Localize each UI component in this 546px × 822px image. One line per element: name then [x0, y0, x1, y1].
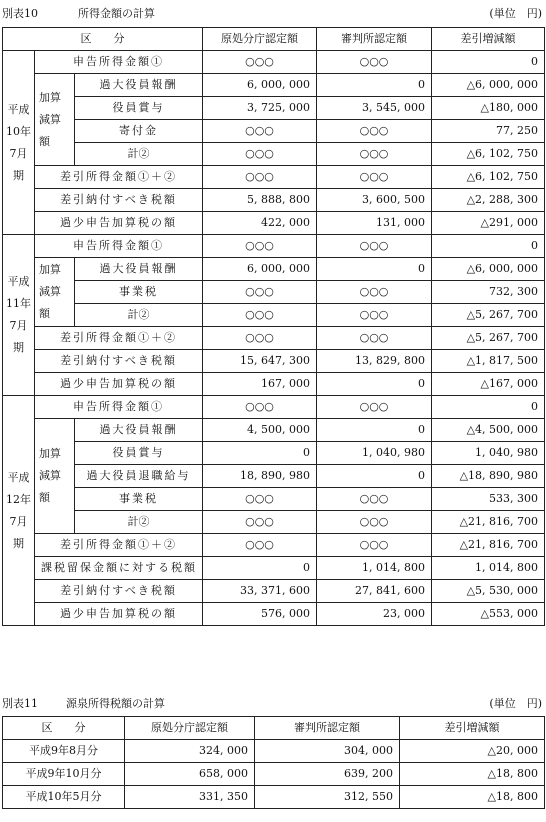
table-header-row [3, 717, 545, 740]
original-amount: ○○○ [203, 235, 317, 258]
difference-amount: △4, 500, 000 [432, 419, 545, 442]
original-amount: ○○○ [203, 488, 317, 511]
original-amount: 6, 000, 000 [203, 258, 317, 281]
difference-amount: △167, 000 [432, 373, 545, 396]
adjustment-group-label: 加算減算額 [35, 419, 75, 534]
tribunal-amount: 3, 600, 500 [317, 189, 432, 212]
tribunal-amount: 312, 550 [255, 786, 400, 809]
table11-unit: (単位 円) [489, 697, 542, 710]
tribunal-amount: ○○○ [317, 51, 432, 74]
table-row [3, 281, 545, 304]
difference-amount: △5, 267, 700 [432, 304, 545, 327]
tribunal-amount: ○○○ [317, 281, 432, 304]
row-label: 過少申告加算税の額 [35, 212, 203, 235]
row-label: 平成10年5月分 [3, 786, 125, 809]
row-label: 計② [75, 304, 203, 327]
table-row [3, 534, 545, 557]
tribunal-amount: 131, 000 [317, 212, 432, 235]
difference-amount: 533, 300 [432, 488, 545, 511]
tribunal-amount: 13, 829, 800 [317, 350, 432, 373]
row-label: 差引納付すべき税額 [35, 350, 203, 373]
table-row [3, 258, 545, 281]
difference-amount: △6, 102, 750 [432, 166, 545, 189]
row-label: 計② [75, 511, 203, 534]
difference-amount: 1, 014, 800 [432, 557, 545, 580]
difference-amount: △21, 816, 700 [432, 511, 545, 534]
row-label: 過大役員退職給与 [75, 465, 203, 488]
row-label: 事業税 [75, 281, 203, 304]
table-header-row [3, 28, 545, 51]
row-label: 過少申告加算税の額 [35, 373, 203, 396]
tribunal-amount: 1, 014, 800 [317, 557, 432, 580]
header-difference: 差引増減額 [400, 717, 545, 740]
original-amount: 4, 500, 000 [203, 419, 317, 442]
original-amount: 324, 000 [125, 740, 255, 763]
header-tribunal: 審判所認定額 [255, 717, 400, 740]
header-tribunal: 審判所認定額 [317, 28, 432, 51]
table-row [3, 373, 545, 396]
table-row [3, 396, 545, 419]
difference-amount: △18, 800 [400, 786, 545, 809]
table-row [3, 166, 545, 189]
table10-title: 所得金額の計算 [78, 7, 155, 20]
tribunal-amount: ○○○ [317, 327, 432, 350]
tribunal-amount: 0 [317, 258, 432, 281]
tribunal-amount: ○○○ [317, 304, 432, 327]
header-difference: 差引増減額 [432, 28, 545, 51]
original-amount: 15, 647, 300 [203, 350, 317, 373]
original-amount: 331, 350 [125, 786, 255, 809]
adjustment-group-label: 加算減算額 [35, 74, 75, 166]
table-row [3, 557, 545, 580]
original-amount: ○○○ [203, 120, 317, 143]
table-row [3, 350, 545, 373]
withholding-tax-table [2, 716, 545, 809]
tribunal-amount: ○○○ [317, 235, 432, 258]
row-label: 役員賞与 [75, 97, 203, 120]
original-amount: ○○○ [203, 143, 317, 166]
original-amount: ○○○ [203, 51, 317, 74]
table-row [3, 327, 545, 350]
table-row [3, 580, 545, 603]
difference-amount: △18, 800 [400, 763, 545, 786]
difference-amount: 0 [432, 396, 545, 419]
original-amount: 5, 888, 800 [203, 189, 317, 212]
original-amount: 0 [203, 442, 317, 465]
table11-label: 別表11 [2, 697, 38, 710]
row-label: 平成9年10月分 [3, 763, 125, 786]
tribunal-amount: 639, 200 [255, 763, 400, 786]
row-label: 寄付金 [75, 120, 203, 143]
original-amount: 0 [203, 557, 317, 580]
difference-amount: 0 [432, 235, 545, 258]
table10-unit: (単位 円) [489, 7, 542, 20]
header-original: 原処分庁認定額 [125, 717, 255, 740]
row-label: 過大役員報酬 [75, 74, 203, 97]
row-label: 差引所得金額①＋② [35, 166, 203, 189]
table-row [3, 488, 545, 511]
difference-amount: △180, 000 [432, 97, 545, 120]
difference-amount: △18, 890, 980 [432, 465, 545, 488]
period-label: 平成11年7月期 [3, 235, 35, 396]
tribunal-amount: 27, 841, 600 [317, 580, 432, 603]
tribunal-amount: 0 [317, 373, 432, 396]
row-label: 差引納付すべき税額 [35, 580, 203, 603]
difference-amount: 0 [432, 51, 545, 74]
original-amount: 658, 000 [125, 763, 255, 786]
difference-amount: △6, 102, 750 [432, 143, 545, 166]
difference-amount: △20, 000 [400, 740, 545, 763]
header-original: 原処分庁認定額 [203, 28, 317, 51]
table10-label: 別表10 [2, 7, 38, 20]
row-label: 計② [75, 143, 203, 166]
original-amount: ○○○ [203, 166, 317, 189]
header-category: 区 分 [3, 28, 203, 51]
difference-amount: △6, 000, 000 [432, 258, 545, 281]
difference-amount: △2, 288, 300 [432, 189, 545, 212]
difference-amount: △291, 000 [432, 212, 545, 235]
difference-amount: △1, 817, 500 [432, 350, 545, 373]
table-row [3, 419, 545, 442]
difference-amount: △5, 530, 000 [432, 580, 545, 603]
table-row [3, 740, 545, 763]
row-label: 役員賞与 [75, 442, 203, 465]
table-row [3, 212, 545, 235]
tribunal-amount: ○○○ [317, 511, 432, 534]
row-label: 事業税 [75, 488, 203, 511]
tribunal-amount: ○○○ [317, 534, 432, 557]
table-row [3, 511, 545, 534]
row-label: 差引所得金額①＋② [35, 327, 203, 350]
original-amount: 18, 890, 980 [203, 465, 317, 488]
original-amount: 167, 000 [203, 373, 317, 396]
tribunal-amount: 0 [317, 74, 432, 97]
original-amount: 422, 000 [203, 212, 317, 235]
tribunal-amount: 0 [317, 419, 432, 442]
difference-amount: △553, 000 [432, 603, 545, 626]
difference-amount: △6, 000, 000 [432, 74, 545, 97]
original-amount: ○○○ [203, 396, 317, 419]
row-label: 課税留保金額に対する税額 [35, 557, 203, 580]
original-amount: 576, 000 [203, 603, 317, 626]
table-row [3, 189, 545, 212]
table-row [3, 763, 545, 786]
difference-amount: 77, 250 [432, 120, 545, 143]
row-label: 差引納付すべき税額 [35, 189, 203, 212]
row-label: 過大役員報酬 [75, 258, 203, 281]
difference-amount: △5, 267, 700 [432, 327, 545, 350]
difference-amount: 1, 040, 980 [432, 442, 545, 465]
adjustment-group-label: 加算減算額 [35, 258, 75, 327]
tribunal-amount: 23, 000 [317, 603, 432, 626]
tribunal-amount: ○○○ [317, 120, 432, 143]
tribunal-amount: 0 [317, 465, 432, 488]
table-row [3, 786, 545, 809]
row-label: 過大役員報酬 [75, 419, 203, 442]
table-row [3, 74, 545, 97]
table-row [3, 304, 545, 327]
table-row [3, 465, 545, 488]
row-label: 平成9年8月分 [3, 740, 125, 763]
difference-amount: △21, 816, 700 [432, 534, 545, 557]
table-row [3, 442, 545, 465]
tribunal-amount: ○○○ [317, 143, 432, 166]
original-amount: ○○○ [203, 281, 317, 304]
table11-title: 源泉所得税額の計算 [66, 697, 165, 710]
table-row [3, 603, 545, 626]
difference-amount: 732, 300 [432, 281, 545, 304]
original-amount: ○○○ [203, 304, 317, 327]
period-label: 平成12年7月期 [3, 396, 35, 626]
tribunal-amount: 1, 040, 980 [317, 442, 432, 465]
table-row [3, 120, 545, 143]
row-label: 申告所得金額① [35, 51, 203, 74]
original-amount: 3, 725, 000 [203, 97, 317, 120]
row-label: 申告所得金額① [35, 396, 203, 419]
tribunal-amount: ○○○ [317, 396, 432, 419]
row-label: 申告所得金額① [35, 235, 203, 258]
original-amount: 33, 371, 600 [203, 580, 317, 603]
table-row [3, 51, 545, 74]
original-amount: ○○○ [203, 534, 317, 557]
row-label: 過少申告加算税の額 [35, 603, 203, 626]
tribunal-amount: ○○○ [317, 488, 432, 511]
tribunal-amount: ○○○ [317, 166, 432, 189]
income-calculation-table [2, 27, 545, 626]
table-row [3, 143, 545, 166]
original-amount: 6, 000, 000 [203, 74, 317, 97]
period-label: 平成10年7月期 [3, 51, 35, 235]
header-category: 区 分 [3, 717, 125, 740]
original-amount: ○○○ [203, 327, 317, 350]
tribunal-amount: 3, 545, 000 [317, 97, 432, 120]
tribunal-amount: 304, 000 [255, 740, 400, 763]
table-row [3, 97, 545, 120]
row-label: 差引所得金額①＋② [35, 534, 203, 557]
original-amount: ○○○ [203, 511, 317, 534]
table-row [3, 235, 545, 258]
